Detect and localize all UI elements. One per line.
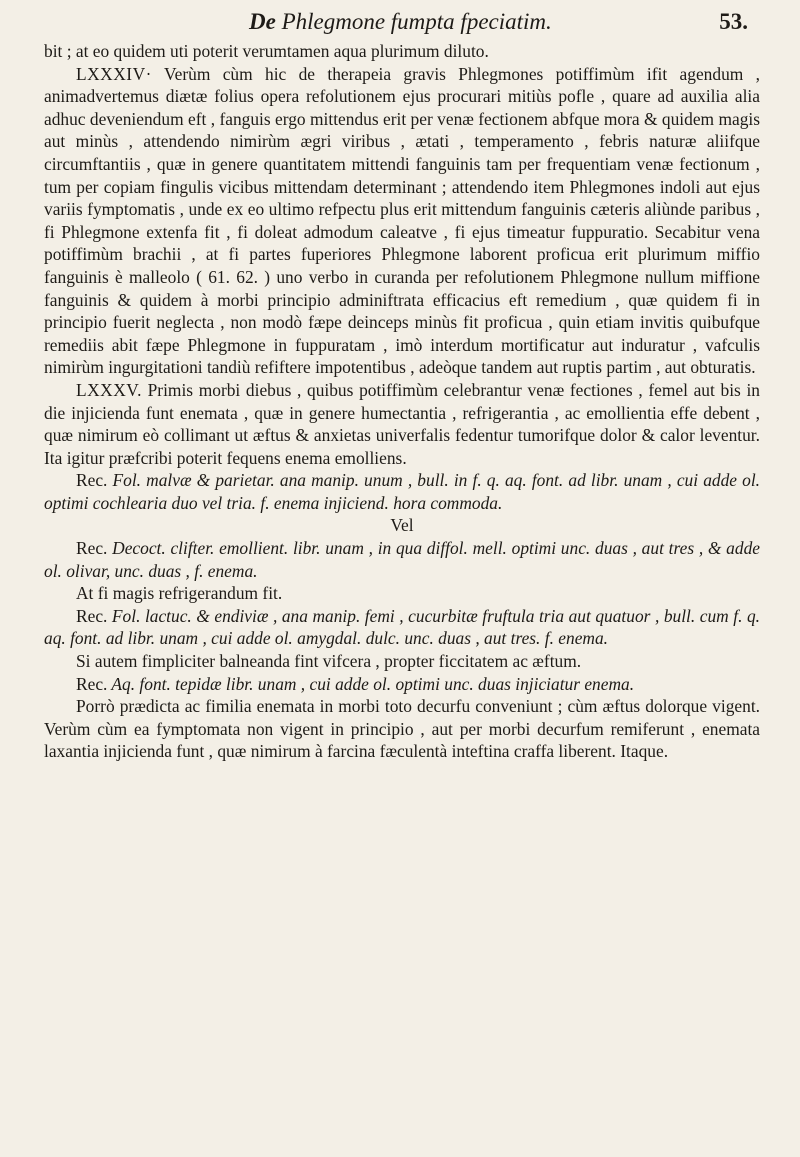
recipe-3 — [44, 605, 760, 650]
recipe-label: Rec. — [76, 605, 108, 626]
recipe-2 — [44, 537, 760, 582]
recipe-text: Fol. malvæ & parietar. ana manip. unum , bull. in f. q. aq. font. ad libr. unam , cui adde ol. optimi cochlearia duo vel tria. f. enema injiciend. hora commoda. — [44, 470, 760, 513]
running-header — [44, 4, 760, 40]
recipe-text: Aq. font. tepidæ libr. unam , cui adde ol. optimi unc. duas injiciatur enema. — [107, 673, 635, 694]
paragraph-refrigerandum: At fi magis refrigerandum fit. — [76, 583, 283, 604]
page-number: 53. — [719, 9, 748, 34]
paragraph-lxxxiv — [44, 63, 760, 379]
paragraph-text: Verùm cùm hic de therapeia gravis Phlegmones potiffimùm ifit agendum , animadvertemus diætæ folius opera refolutionem ejus procurari mitiùs pofle , quare ad auxilia alia adhuc deveniendum eft , fanguis ergo mittendus erit per venæ fectionem abfque mora & quidem magis aut minùs , attendendo nimirùm ægri viribus , ætati , temperamento , febris naturæ aliifque circumftantiis , quæ in genere quantitatem mittendi fanguinis tam per frequentiam venæ fectionum , tum per copiam fingulis vicibus mittendam determinant ; attendendo item Phlegmones indoli aut ejus variis fymptomatis , unde ex eo ultimo refpectu plus erit mittendum fanguinis cæteris aliùnde paribus , fi Phlegmone extenfa fit , fi doleat admodum caleatve , fi ejus timeatur fuppuratio. Secabitur vena potiffimùm brachii , at fi partes fuperiores Phlegmone laborent proficua erit plurimum miffio fanguinis è malleolo ( 61. 62. ) uno verbo in curanda per refolutionem Phlegmone nullum miffione fanguinis & quidem à morbi principio adminiftrata efficacius eft remedium , quæ quidem fi in principio fuerit neglecta , non modò fæpe deinceps minùs fit proficua , quin etiam invitis quibufque remediis abit fæpe Phlegmone in fuppuratam , imò interdum mortificatur aut induratur , vafculis nimirùm ingurgitationi tandiù refiftere impotentibus , adeòque tandem aut ruptis partim , aut obturatis. — [44, 63, 760, 378]
text-body — [44, 40, 760, 763]
recipe-1 — [44, 469, 760, 514]
vel-word: Vel — [390, 515, 414, 536]
recipe-text: Fol. lactuc. & endiviæ , ana manip. femi , cucurbitæ fruftula tria aut quatuor , bull. cum f. q. aq. font. ad libr. unam , cui adde ol. amygdal. dulc. unc. duas , aut tres. f. enema. — [44, 605, 760, 649]
recipe-label: Rec. — [76, 538, 108, 559]
recipe-text: Decoct. clifter. emollient. libr. unam , in qua diffol. mell. optimi unc. duas , aut tres , & adde ol. olivar, unc. duas , f. enema. — [44, 538, 760, 581]
paragraph-text: Primis morbi diebus , quibus potiffimùm celebrantur venæ fectiones , femel aut bis in die injicienda funt enemata , quæ in genere humectantia , refrigerantia , ac emollientia effe debent , quæ nimirum eò collimant ut æftus & anxietas univerfalis fedentur tumorifque dolor & calor leventur. Ita igitur præfcribi poterit fequens enema emolliens. — [44, 379, 760, 468]
section-number: LXXXV. — [76, 379, 142, 400]
section-number: LXXXIV· — [76, 63, 152, 84]
paragraph-closing: Porrò prædicta ac fimilia enemata in morbi toto decurfu conveniunt ; cùm æftus dolorque vigent. Verùm cùm ea fymptomata non vigent in principio , aut per morbi decurfum remiferunt , enemata laxantia injicienda funt , quæ nimirum à farcina fæculentà inteftina craffa liberent. Itaque. — [44, 696, 760, 762]
recipe-label: Rec. — [76, 470, 108, 491]
running-title-rest: Phlegmone fumpta fpeciatim. — [281, 9, 552, 34]
running-title-de: De — [249, 9, 276, 34]
paragraph-lxxxv — [44, 379, 760, 469]
paragraph-balneanda: Si autem fimpliciter balneanda fint vifcera , propter ficcitatem ac æftum. — [76, 651, 582, 672]
recipe-label: Rec. — [76, 673, 108, 694]
recipe-4 — [44, 673, 760, 696]
running-title — [249, 4, 552, 40]
paragraph-continued: bit ; at eo quidem uti poterit verumtamen aqua plurimum diluto. — [44, 41, 489, 61]
